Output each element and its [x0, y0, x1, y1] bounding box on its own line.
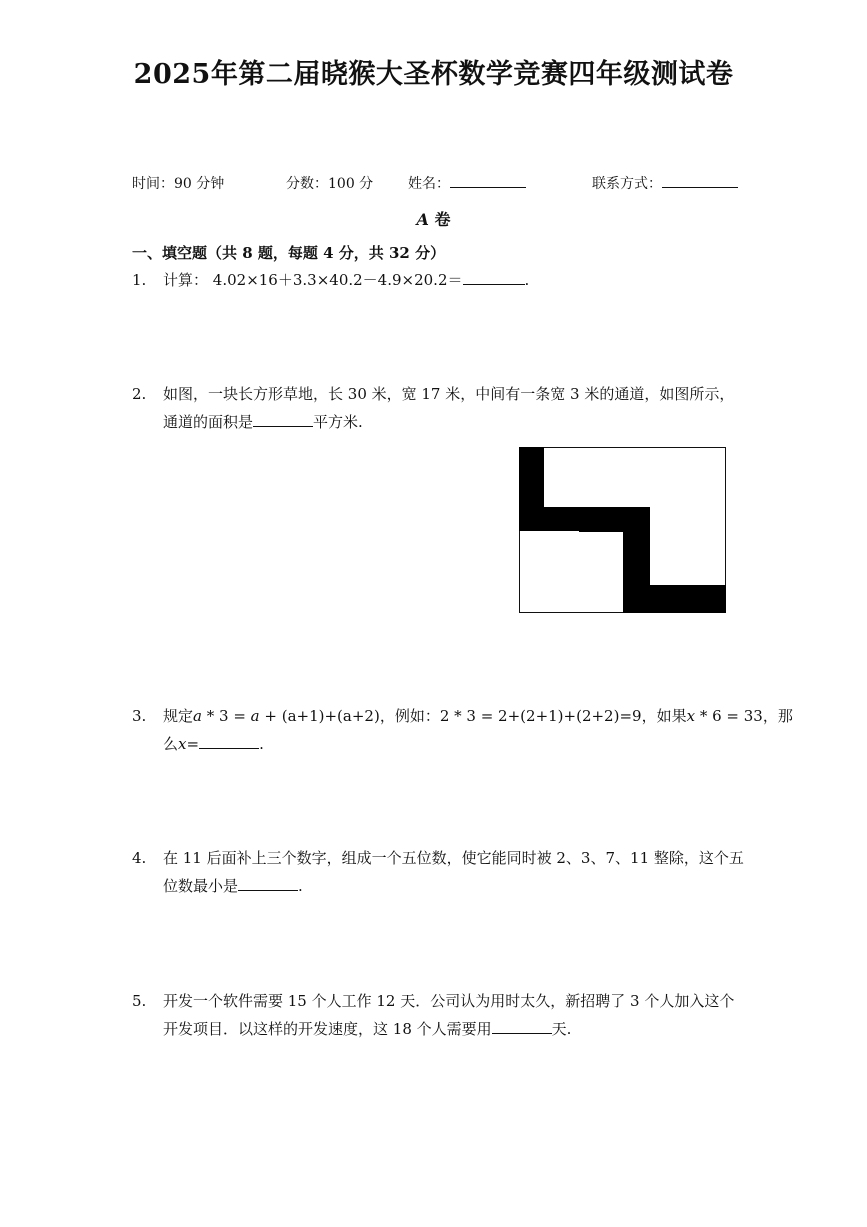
answer-blank[interactable] — [492, 1019, 552, 1034]
equals-sign: = — [186, 735, 200, 753]
question-text-line2: 开发项目．以这样的开发速度，这 18 个人需要用 — [163, 1020, 492, 1038]
question-number: 4. — [132, 849, 147, 867]
question-1 — [132, 266, 742, 294]
operator-definition: * 3 = — [201, 707, 251, 725]
question-5 — [132, 987, 742, 1043]
answer-blank[interactable] — [463, 270, 525, 285]
question-number: 5. — [132, 992, 147, 1010]
lawn-path-figure — [519, 447, 726, 613]
question-text: ，如果 — [641, 707, 687, 725]
volume-letter: A — [416, 210, 429, 229]
name-label: 姓名： — [408, 176, 450, 192]
score-info: 分数：100 分 — [286, 176, 374, 192]
question-text-line1: 开发一个软件需要 15 个人工作 12 天．公司认为用时太久，新招聘了 3 个人加入这个 — [163, 992, 735, 1010]
contact-blank[interactable] — [662, 173, 738, 188]
section-heading: 一、填空题（共 8 题，每题 4 分，共 32 分） — [132, 244, 446, 262]
question-text-line2: 通道的面积是 — [163, 413, 254, 431]
exam-info-row — [132, 173, 742, 195]
question-text-line2: 么 — [163, 735, 179, 753]
question-text-line1: 如图，一块长方形草地，长 30 米，宽 17 米，中间有一条宽 3 米的通道，如图所示， — [163, 385, 735, 403]
question-text: ，例如： — [379, 707, 440, 725]
question-text-end: . — [298, 877, 303, 895]
volume-suffix: 卷 — [434, 210, 451, 229]
answer-blank[interactable] — [238, 876, 298, 891]
question-number: 2. — [132, 385, 147, 403]
name-field[interactable] — [408, 173, 526, 193]
question-text-end: . — [259, 735, 264, 753]
question-3: 3. 规定a * 3 = a + (a+1)+(a+2)，例如：2 * 3 = 2+(2+1)+(2+2)=9，如果x * 6 = 33，那 么x= . — [132, 702, 742, 758]
question-2 — [132, 380, 742, 436]
contact-label: 联系方式： — [592, 176, 662, 192]
question-text-line2: 位数最小是 — [163, 877, 239, 895]
question-text-unit: 天. — [551, 1020, 572, 1038]
question-4 — [132, 844, 742, 900]
question-text: 计算： — [163, 271, 209, 289]
variable-x: x — [178, 735, 187, 753]
definition-rhs: (a+1)+(a+2) — [281, 707, 380, 725]
question-number: 3. — [132, 707, 147, 725]
question-text-end: . — [524, 271, 530, 289]
question-text-line1: 在 11 后面补上三个数字，组成一个五位数，使它能同时被 2、3、7、11 整除，这个五 — [163, 849, 744, 867]
math-expression: 4.02×16＋3.3×40.2－4.9×20.2＝ — [212, 271, 463, 289]
condition-expression: * 6 = 33 — [695, 707, 763, 725]
variable-a: a — [193, 707, 202, 725]
question-text-unit: 平方米. — [313, 413, 363, 431]
question-text: 规定 — [163, 707, 194, 725]
answer-blank[interactable] — [199, 734, 259, 749]
page-title: 2025年第二届晓猴大圣杯数学竞赛四年级测试卷 — [133, 59, 734, 90]
contact-field[interactable] — [592, 173, 738, 193]
name-blank[interactable] — [450, 173, 526, 188]
example-expression: 2 * 3 = 2+(2+1)+(2+2)=9 — [439, 707, 642, 725]
answer-blank[interactable] — [253, 412, 313, 427]
variable-a: a — [250, 707, 260, 725]
variable-x: x — [686, 707, 696, 725]
question-number: 1. — [132, 271, 147, 289]
question-text: ，那 — [762, 707, 793, 725]
volume-heading — [0, 207, 867, 230]
time-info: 时间：90 分钟 — [132, 176, 225, 192]
